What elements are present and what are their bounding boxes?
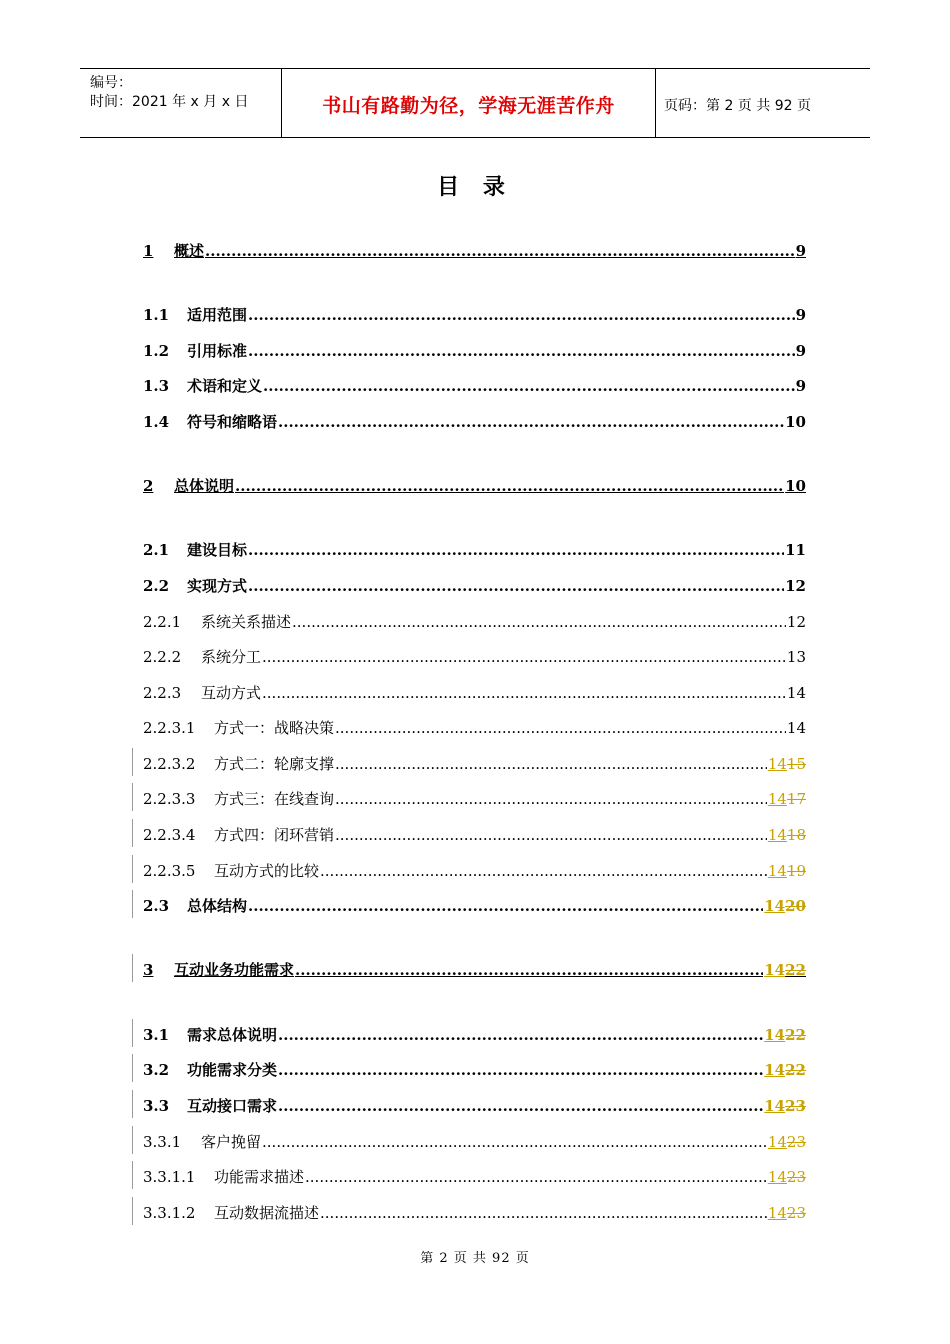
revision-change-bar [132, 1019, 133, 1047]
revision-change-bar [132, 855, 133, 883]
toc-entry[interactable] [143, 374, 806, 396]
toc-entry-page [768, 789, 806, 809]
toc-entry-title: 功能需求描述 [214, 1168, 305, 1186]
toc-entry-title: 互动方式的比较 [214, 862, 320, 880]
revision-change-bar [132, 1161, 133, 1189]
toc-entry-page [764, 1025, 806, 1045]
toc-entry-number: 2.2.3.2 [143, 755, 196, 773]
toc-leader-dots [248, 540, 784, 560]
revision-inserted-page: 14 [767, 790, 787, 808]
toc-entry-number: 1.4 [143, 413, 170, 431]
revision-deleted-page: 20 [785, 897, 806, 915]
toc-entry-number: 2.2 [143, 577, 170, 595]
toc-entry[interactable] [143, 681, 806, 703]
revision-deleted-page: 19 [786, 862, 806, 880]
toc-entry-title: 客户挽留 [201, 1133, 262, 1151]
toc-entry-page [768, 1167, 806, 1187]
revision-deleted-page: 22 [785, 1061, 806, 1079]
revision-inserted-page: 14 [764, 1097, 786, 1115]
toc-leader-dots [335, 754, 767, 774]
toc-entry-title: 引用标准 [187, 342, 248, 360]
toc-entry-title: 概述 [174, 242, 205, 260]
toc-entry[interactable] [143, 958, 806, 980]
toc-entry-number: 2.2.3 [143, 684, 182, 702]
revision-deleted-page: 23 [785, 1097, 806, 1115]
toc-leader-dots [248, 896, 763, 916]
toc-entry-title: 建设目标 [187, 541, 248, 559]
revision-deleted-page: 23 [786, 1168, 806, 1186]
toc-leader-dots [248, 341, 795, 361]
toc-entry-title: 方式二：轮廓支撑 [214, 755, 335, 773]
header-page-cell [656, 69, 870, 137]
toc-entry-number: 2.2.3.5 [143, 862, 196, 880]
toc-entry[interactable] [143, 1058, 806, 1080]
toc-entry-title: 术语和定义 [187, 377, 263, 395]
header-table [80, 68, 870, 138]
toc-entry-title: 实现方式 [187, 577, 248, 595]
toc-entry-number: 2.2.2 [143, 648, 182, 666]
toc-leader-dots [335, 718, 786, 738]
toc-entry[interactable] [143, 1165, 806, 1187]
toc-entry[interactable] [143, 716, 806, 738]
revision-inserted-page: 14 [767, 1204, 787, 1222]
toc-entry-title: 总体结构 [187, 897, 248, 915]
revision-inserted-page: 14 [764, 961, 786, 979]
toc-entry-page [764, 1060, 806, 1080]
toc-entry-number: 2.2.1 [143, 613, 182, 631]
toc-entry-page: 12 [785, 577, 806, 595]
toc-leader-dots [320, 1203, 767, 1223]
toc-entry-title: 互动接口需求 [187, 1097, 278, 1115]
toc-entry[interactable] [143, 1130, 806, 1152]
document-time-label: 时间：2021 年 x 月 x 日 [90, 94, 249, 110]
revision-inserted-page: 14 [767, 826, 787, 844]
toc-entry-number: 2.2.3.1 [143, 719, 196, 737]
toc-leader-dots [262, 647, 786, 667]
toc-entry-number: 2 [143, 477, 154, 495]
toc-leader-dots [335, 825, 767, 845]
toc-entry-number: 2.2.3.4 [143, 826, 196, 844]
toc-leader-dots [262, 683, 786, 703]
toc-entry[interactable] [143, 239, 806, 261]
toc-entry[interactable] [143, 787, 806, 809]
toc-entry-page [768, 1132, 806, 1152]
toc-leader-dots [278, 1060, 763, 1080]
toc-entry-title: 方式四：闭环营销 [214, 826, 335, 844]
toc-entry[interactable] [143, 574, 806, 596]
toc-entry-page: 10 [785, 413, 806, 431]
toc-leader-dots [320, 861, 767, 881]
toc-entry[interactable] [143, 474, 806, 496]
toc-leader-dots [278, 412, 784, 432]
toc-leader-dots [305, 1167, 767, 1187]
toc-entry-page [764, 1096, 806, 1116]
document-number-label: 编号： [90, 75, 132, 91]
header-info-cell [80, 69, 282, 137]
toc-entry[interactable] [143, 823, 806, 845]
toc-entry[interactable] [143, 1201, 806, 1223]
toc-entry-number: 1 [143, 242, 154, 260]
toc-entry[interactable] [143, 645, 806, 667]
revision-deleted-page: 22 [785, 961, 806, 979]
toc-entry-number: 3 [143, 961, 154, 979]
toc-title: 目 录 [437, 175, 513, 200]
toc-entry-number: 3.3.1.2 [143, 1204, 196, 1222]
toc-leader-dots [335, 789, 767, 809]
header-slogan: 书山有路勤为径，学海无涯苦作舟 [322, 95, 615, 117]
header-slogan-cell [282, 69, 656, 137]
toc-entry-number: 2.2.3.3 [143, 790, 196, 808]
toc-entry-number: 3.2 [143, 1061, 170, 1079]
toc-entry[interactable] [143, 303, 806, 325]
revision-inserted-page: 14 [767, 862, 787, 880]
revision-change-bar [132, 1090, 133, 1118]
toc-entry-page: 14 [786, 684, 806, 702]
revision-change-bar [132, 1197, 133, 1225]
toc-entry[interactable] [143, 538, 806, 560]
toc-entry-page: 9 [795, 342, 806, 360]
toc-entry-page: 14 [786, 719, 806, 737]
toc-entry-number: 1.3 [143, 377, 170, 395]
toc-entry-page: 9 [795, 242, 806, 260]
revision-deleted-page: 15 [786, 755, 806, 773]
toc-entry-page [768, 754, 806, 774]
revision-deleted-page: 22 [785, 1026, 806, 1044]
revision-inserted-page: 14 [764, 1026, 786, 1044]
toc-entry-title: 方式一：战略决策 [214, 719, 335, 737]
toc-entry-page [768, 861, 806, 881]
toc-entry[interactable] [143, 859, 806, 881]
toc-entry-title: 系统关系描述 [201, 613, 292, 631]
toc-leader-dots [278, 1096, 763, 1116]
toc-entry-page [768, 1203, 806, 1223]
toc-leader-dots [262, 1132, 767, 1152]
revision-change-bar [132, 783, 133, 811]
toc-entry-number: 1.2 [143, 342, 170, 360]
toc-leader-dots [278, 1025, 763, 1045]
revision-change-bar [132, 1054, 133, 1082]
revision-inserted-page: 14 [767, 1133, 787, 1151]
toc-entry-title: 适用范围 [187, 306, 248, 324]
toc-entry-title: 功能需求分类 [187, 1061, 278, 1079]
header-page-label: 页码：第 2 页 共 92 页 [664, 98, 811, 114]
revision-inserted-page: 14 [764, 897, 786, 915]
revision-change-bar [132, 1126, 133, 1154]
toc-entry-title: 互动方式 [201, 684, 262, 702]
toc-entry-page [768, 825, 806, 845]
toc-leader-dots [205, 241, 795, 261]
toc-entry-page [764, 896, 806, 916]
toc-entry-page: 12 [786, 613, 806, 631]
toc-entry-page [764, 960, 806, 980]
toc-entry-page: 9 [795, 306, 806, 324]
toc-entry[interactable] [143, 894, 806, 916]
revision-inserted-page: 14 [767, 1168, 787, 1186]
toc-entry-number: 1.1 [143, 306, 170, 324]
toc-leader-dots [295, 960, 763, 980]
revision-change-bar [132, 748, 133, 776]
toc-entry-number: 3.3.1 [143, 1133, 182, 1151]
toc-entry-number: 3.1 [143, 1026, 170, 1044]
revision-inserted-page: 14 [767, 755, 787, 773]
toc-leader-dots [263, 376, 795, 396]
toc-entry-number: 2.3 [143, 897, 170, 915]
toc-entry-page: 9 [795, 377, 806, 395]
toc-entry[interactable] [143, 1023, 806, 1045]
toc-leader-dots [235, 476, 784, 496]
revision-deleted-page: 17 [786, 790, 806, 808]
toc-entry[interactable] [143, 339, 806, 361]
toc-entry-number: 2.1 [143, 541, 170, 559]
toc-entry-title: 方式三：在线查询 [214, 790, 335, 808]
toc-entry-page: 13 [786, 648, 806, 666]
toc-entry[interactable] [143, 610, 806, 632]
toc-entry-title: 互动业务功能需求 [174, 961, 295, 979]
toc-entry[interactable] [143, 410, 806, 432]
toc-entry-number: 3.3 [143, 1097, 170, 1115]
toc-entry-title: 互动数据流描述 [214, 1204, 320, 1222]
toc-entry-title: 需求总体说明 [187, 1026, 278, 1044]
revision-change-bar [132, 890, 133, 918]
toc-entry[interactable] [143, 1094, 806, 1116]
toc-leader-dots [248, 305, 795, 325]
toc-leader-dots [292, 612, 786, 632]
revision-inserted-page: 14 [764, 1061, 786, 1079]
toc-entry-title: 符号和缩略语 [187, 413, 278, 431]
revision-change-bar [132, 819, 133, 847]
toc-entry-title: 系统分工 [201, 648, 262, 666]
revision-deleted-page: 18 [786, 826, 806, 844]
revision-deleted-page: 23 [786, 1204, 806, 1222]
revision-deleted-page: 23 [786, 1133, 806, 1151]
toc-entry-number: 3.3.1.1 [143, 1168, 196, 1186]
toc-leader-dots [248, 576, 784, 596]
revision-change-bar [132, 954, 133, 982]
toc-entry[interactable] [143, 752, 806, 774]
toc-entry-page: 10 [785, 477, 806, 495]
toc-entry-page: 11 [785, 541, 806, 559]
toc-entry-title: 总体说明 [174, 477, 235, 495]
page-footer: 第 2 页 共 92 页 [420, 1251, 530, 1266]
